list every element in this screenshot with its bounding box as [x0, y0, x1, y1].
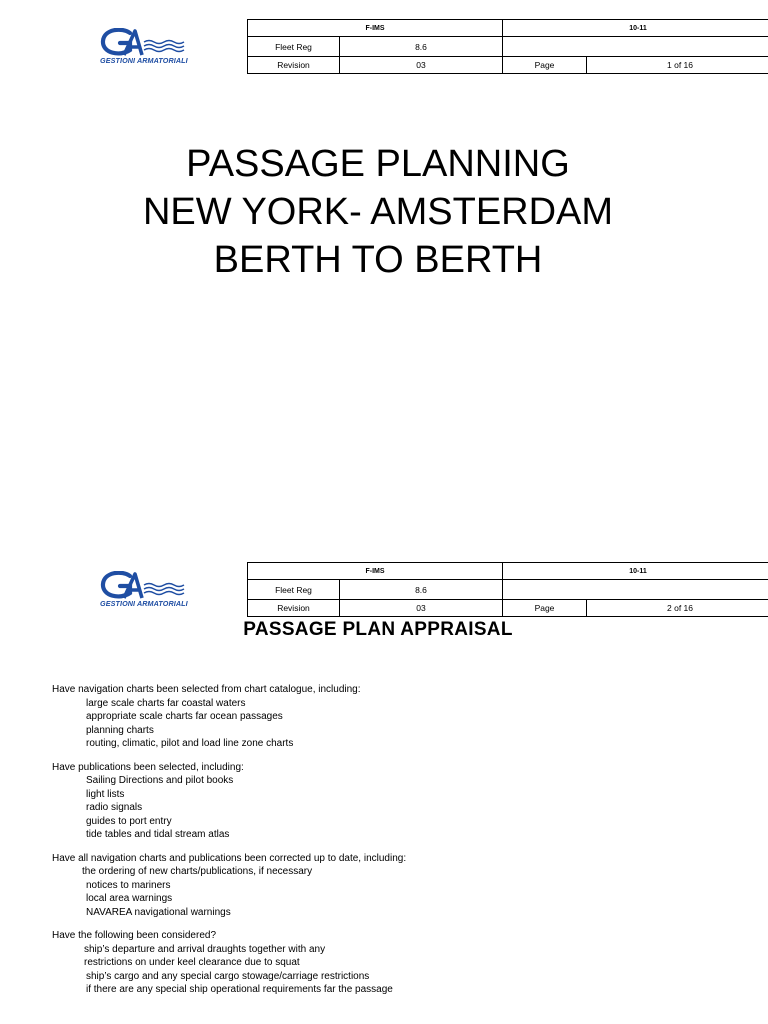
- header-fleet-reg-value: 8.6: [340, 580, 503, 600]
- cover-title-line: NEW YORK- AMSTERDAM: [142, 191, 614, 233]
- question-item: local area warnings: [86, 893, 173, 904]
- question-block: [52, 683, 742, 751]
- question-text: Have all navigation charts and publications been corrected up to date, including:: [52, 852, 407, 864]
- company-logo: [100, 28, 210, 72]
- question-item: large scale charts far coastal waters: [86, 697, 246, 709]
- header-revision-value: 03: [340, 57, 503, 74]
- cover-title: [0, 140, 756, 284]
- question-item: notices to mariners: [86, 879, 171, 891]
- cover-title-line: BERTH TO BERTH: [213, 239, 543, 281]
- header-revision-label: Revision: [248, 600, 340, 617]
- question-item: tide tables and tidal stream atlas: [86, 829, 230, 840]
- question-item: radio signals: [86, 802, 143, 813]
- header-empty-cell: [503, 37, 768, 57]
- question-item: light lists: [86, 788, 125, 800]
- question-text: Have navigation charts been selected from chart catalogue, including:: [52, 684, 361, 695]
- question-block: [52, 761, 742, 842]
- company-logo: [100, 571, 210, 615]
- appraisal-questions: [52, 683, 742, 1007]
- header-page-value: 1 of 16: [587, 57, 768, 74]
- question-item: guides to port entry: [86, 815, 172, 827]
- question-item: planning charts: [86, 724, 154, 736]
- header-system: F-IMS: [248, 20, 503, 37]
- question-item: appropriate scale charts far ocean passages: [86, 711, 283, 722]
- question-item: restrictions on under keel clearance due to squat: [84, 957, 300, 968]
- question-item: ship’s departure and arrival draughts together with any: [84, 943, 326, 955]
- question-item: if there are any special ship operational requirements far the passage: [86, 984, 393, 995]
- header-system: F-IMS: [248, 563, 503, 580]
- ga-logo-mark-icon: [100, 571, 210, 599]
- header-fleet-reg-value: 8.6: [340, 37, 503, 57]
- question-text: Have publications been selected, including:: [52, 761, 244, 773]
- question-item: NAVAREA navigational warnings: [86, 906, 231, 918]
- header-page-value: 2 of 16: [587, 600, 768, 617]
- question-block: [52, 852, 742, 920]
- logo-tagline: GESTIONI ARMATORIALI: [100, 56, 188, 65]
- header-revision-value: 03: [340, 600, 503, 617]
- question-text: Have the following been considered?: [52, 930, 216, 941]
- header-doc-number: 10-11: [503, 20, 768, 37]
- logo-tagline: GESTIONI ARMATORIALI: [100, 599, 188, 608]
- document-header-table: [247, 19, 768, 74]
- header-fleet-reg-label: Fleet Reg: [248, 37, 340, 57]
- cover-title-line: PASSAGE PLANNING: [186, 143, 570, 185]
- question-item: routing, climatic, pilot and load line zone charts: [86, 738, 294, 749]
- document-header-table: [247, 562, 768, 617]
- header-page-label: Page: [503, 57, 587, 74]
- question-item: the ordering of new charts/publications, if necessary: [82, 866, 313, 877]
- header-revision-label: Revision: [248, 57, 340, 74]
- section-title: PASSAGE PLAN APPRAISAL: [243, 619, 513, 640]
- question-item: ship’s cargo and any special cargo stowage/carriage restrictions: [86, 970, 370, 982]
- ga-logo-mark-icon: [100, 28, 210, 56]
- header-page-label: Page: [503, 600, 587, 617]
- header-doc-number: 10-11: [503, 563, 768, 580]
- header-fleet-reg-label: Fleet Reg: [248, 580, 340, 600]
- header-empty-cell: [503, 580, 768, 600]
- question-item: Sailing Directions and pilot books: [86, 775, 234, 786]
- question-block: [52, 929, 742, 997]
